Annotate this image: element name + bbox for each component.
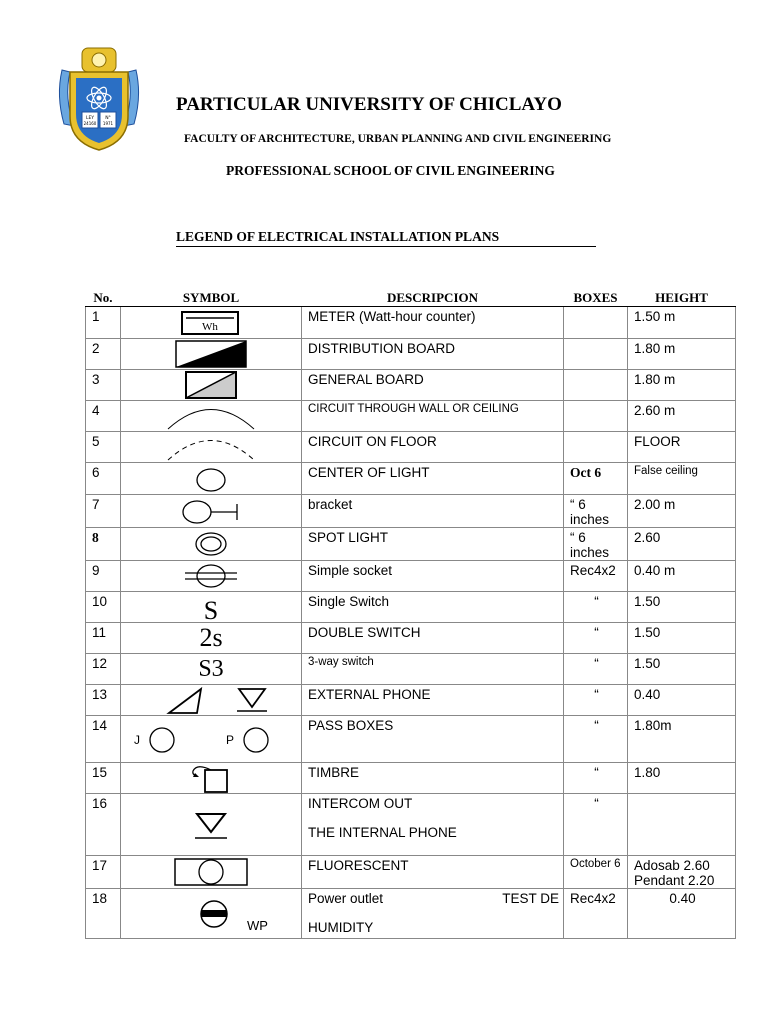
row-boxes: Rec4x2 [564, 561, 628, 592]
table-row [86, 495, 736, 528]
row-boxes [564, 432, 628, 463]
row-no: 3 [86, 370, 121, 401]
row-description: DOUBLE SWITCH [302, 623, 564, 654]
intercom-symbol [121, 794, 302, 856]
doorbell-symbol [121, 763, 302, 794]
row-height: 1.50 [628, 654, 736, 685]
row-no: 11 [86, 623, 121, 654]
row-description [302, 889, 564, 939]
row-description: METER (Watt-hour counter) [302, 307, 564, 339]
row-no: 5 [86, 432, 121, 463]
university-logo [52, 46, 146, 154]
row-no: 15 [86, 763, 121, 794]
row-height: FLOOR [628, 432, 736, 463]
row-boxes: “ [564, 716, 628, 763]
row-height [628, 794, 736, 856]
row-boxes: “ [564, 685, 628, 716]
row-boxes [564, 307, 628, 339]
row-height: False ceiling [628, 463, 736, 495]
logo-text-3: 24160 [83, 121, 97, 126]
row-boxes: October 6 [564, 856, 628, 889]
table-row [86, 592, 736, 623]
table-row [86, 716, 736, 763]
row-no: 8 [86, 528, 121, 561]
single-switch-label: S [203, 596, 219, 623]
row-boxes [564, 370, 628, 401]
row-boxes: Rec4x2 [564, 889, 628, 939]
row-boxes: Oct 6 [564, 463, 628, 495]
pass-boxes-symbol [121, 716, 302, 763]
col-no-header: No. [86, 290, 121, 307]
row-description: DISTRIBUTION BOARD [302, 339, 564, 370]
table-row [86, 685, 736, 716]
meter-symbol-label: Wh [202, 320, 218, 333]
row-height: 0.40 [628, 685, 736, 716]
height-pendant: Pendant 2.20 [634, 873, 715, 888]
row-height: 1.80 m [628, 370, 736, 401]
col-description-header: DESCRIPCION [302, 290, 564, 307]
legend-table [85, 290, 736, 939]
spot-light-symbol [121, 528, 302, 561]
height-adosab: Adosab 2.60 [634, 858, 710, 873]
table-row [86, 623, 736, 654]
row-height: 2.60 [628, 528, 736, 561]
row-description: GENERAL BOARD [302, 370, 564, 401]
table-row [86, 794, 736, 856]
row-no: 1 [86, 307, 121, 339]
row-no: 7 [86, 495, 121, 528]
double-switch-label: 2s [199, 623, 223, 652]
distribution-board-symbol [121, 339, 302, 370]
table-row [86, 370, 736, 401]
logo-text-2: N° [105, 116, 111, 121]
row-boxes: “ 6 inches [564, 495, 628, 528]
row-description: Simple socket [302, 561, 564, 592]
pass-box-j-label: J [134, 733, 140, 747]
center-of-light-symbol [121, 463, 302, 495]
logo-text-4: 1971 [102, 121, 114, 126]
single-switch-symbol [121, 592, 302, 623]
fluorescent-symbol [121, 856, 302, 889]
row-height: 1.80 [628, 763, 736, 794]
row-height: 1.50 [628, 592, 736, 623]
table-row [86, 463, 736, 495]
logo-text-1: LEY [85, 116, 95, 121]
table-row [86, 561, 736, 592]
row-no: 9 [86, 561, 121, 592]
university-title: PARTICULAR UNIVERSITY OF CHICLAYO [176, 94, 562, 115]
row-description: SPOT LIGHT [302, 528, 564, 561]
row-boxes: “ [564, 794, 628, 856]
table-row [86, 339, 736, 370]
simple-socket-symbol [121, 561, 302, 592]
row-description: CIRCUIT ON FLOOR [302, 432, 564, 463]
intercom-out-label: INTERCOM OUT [308, 796, 413, 811]
col-boxes-header: BOXES [564, 290, 628, 307]
general-board-symbol [121, 370, 302, 401]
table-row [86, 654, 736, 685]
table-row [86, 856, 736, 889]
row-height: 0.40 m [628, 561, 736, 592]
row-height: 2.00 m [628, 495, 736, 528]
row-description: bracket [302, 495, 564, 528]
internal-phone-label: THE INTERNAL PHONE [308, 825, 457, 840]
test-de-label: TEST DE [502, 891, 559, 906]
double-switch-symbol [121, 623, 302, 654]
row-boxes: “ [564, 763, 628, 794]
row-no: 13 [86, 685, 121, 716]
row-boxes: “ [564, 592, 628, 623]
row-boxes [564, 339, 628, 370]
table-header-row [86, 290, 736, 307]
three-way-switch-label: S3 [198, 656, 224, 682]
row-height: 2.60 m [628, 401, 736, 432]
row-boxes: “ [564, 623, 628, 654]
row-description: CENTER OF LIGHT [302, 463, 564, 495]
row-height: 1.80 m [628, 339, 736, 370]
col-symbol-header: SYMBOL [121, 290, 302, 307]
table-row [86, 432, 736, 463]
circuit-wall-ceiling-symbol [121, 401, 302, 432]
row-description [302, 794, 564, 856]
row-height: 1.80m [628, 716, 736, 763]
row-no: 6 [86, 463, 121, 495]
row-no: 12 [86, 654, 121, 685]
row-no: 16 [86, 794, 121, 856]
meter-symbol [121, 307, 302, 339]
power-outlet-label: Power outlet [308, 891, 384, 906]
row-no: 2 [86, 339, 121, 370]
humidity-label: HUMIDITY [308, 920, 374, 935]
row-description: TIMBRE [302, 763, 564, 794]
table-row [86, 307, 736, 339]
table-row [86, 401, 736, 432]
col-height-header: HEIGHT [628, 290, 736, 307]
row-boxes: “ 6 inches [564, 528, 628, 561]
row-description: PASS BOXES [302, 716, 564, 763]
bracket-symbol [121, 495, 302, 528]
row-no: 4 [86, 401, 121, 432]
faculty-title: FACULTY OF ARCHITECTURE, URBAN PLANNING AND CIVIL ENGINEERING [184, 133, 612, 145]
school-title: PROFESSIONAL SCHOOL OF CIVIL ENGINEERING [226, 163, 555, 178]
row-height: 1.50 m [628, 307, 736, 339]
external-phone-symbol [121, 685, 302, 716]
row-no: 18 [86, 889, 121, 939]
row-boxes: “ [564, 654, 628, 685]
row-description: 3-way switch [302, 654, 564, 685]
row-no: 14 [86, 716, 121, 763]
row-description: FLUORESCENT [302, 856, 564, 889]
row-description: Single Switch [302, 592, 564, 623]
legend-title: LEGEND OF ELECTRICAL INSTALLATION PLANS [176, 229, 596, 247]
wp-label: WP [247, 917, 268, 933]
row-no: 17 [86, 856, 121, 889]
pass-box-p-label: P [226, 733, 235, 747]
row-description: CIRCUIT THROUGH WALL OR CEILING [302, 401, 564, 432]
row-description: EXTERNAL PHONE [302, 685, 564, 716]
row-no: 10 [86, 592, 121, 623]
row-height: 0.40 [628, 889, 736, 939]
row-boxes [564, 401, 628, 432]
table-row [86, 528, 736, 561]
table-row [86, 889, 736, 939]
row-height: 1.50 [628, 623, 736, 654]
humidity-outlet-symbol [121, 889, 302, 939]
row-height [628, 856, 736, 889]
circuit-floor-symbol [121, 432, 302, 463]
three-way-switch-symbol [121, 654, 302, 685]
table-row [86, 763, 736, 794]
